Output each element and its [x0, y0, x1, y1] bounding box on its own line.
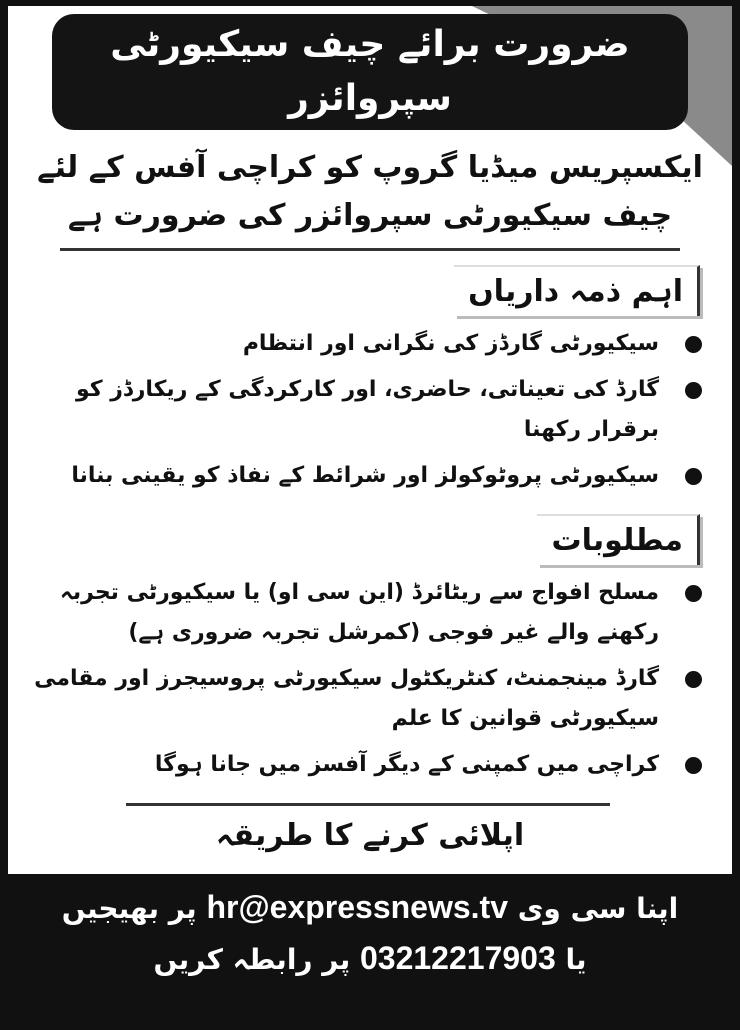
- intro-line-2: چیف سیکیورٹی سپروائزر کی ضرورت ہے: [67, 198, 673, 233]
- email-line: اپنا سی وی hr@expressnews.tv پر بھیجیں: [61, 889, 679, 925]
- responsibilities-list: [8, 324, 732, 496]
- list-item: سیکیورٹی پروٹوکولز اور شرائط کے نفاذ کو یقینی بنانا: [28, 456, 702, 496]
- bullet-icon: [685, 468, 702, 485]
- divider: [60, 248, 680, 251]
- phone-line: یا 03212217903 پر رابطہ کریں: [153, 940, 587, 977]
- intro-line-1: ایکسپریس میڈیا گروپ کو کراچی آفس کے لئے: [37, 150, 703, 185]
- list-item: مسلح افواج سے ریٹائرڈ (این سی او) یا سیکیورٹی تجربہ رکھنے والے غیر فوجی (کمرشل تجربہ ضروری ہے): [28, 573, 702, 653]
- ad-title: ضرورت برائے چیف سیکیورٹی سپروائزر: [52, 14, 688, 130]
- bullet-icon: [685, 336, 702, 353]
- bullet-icon: [685, 757, 702, 774]
- list-item: کراچی میں کمپنی کے دیگر آفسز میں جانا ہوگا: [28, 745, 702, 785]
- contact-footer: [0, 874, 740, 994]
- job-ad-page: [8, 6, 732, 874]
- list-item: سیکیورٹی گارڈز کی نگرانی اور انتظام: [28, 324, 702, 364]
- divider: [126, 803, 610, 806]
- bullet-icon: [685, 585, 702, 602]
- requirements-list: [8, 573, 732, 785]
- list-item: گارڈ کی تعیناتی، حاضری، اور کارکردگی کے ریکارڈز کو برقرار رکھنا: [28, 370, 702, 450]
- list-item: گارڈ مینجمنٹ، کنٹریکٹول سیکیورٹی پروسیجرز اور مقامی سیکیورٹی قوانین کا علم: [28, 659, 702, 739]
- email-link[interactable]: hr@expressnews.tv: [206, 889, 508, 925]
- bullet-icon: [685, 382, 702, 399]
- bullet-icon: [685, 671, 702, 688]
- phone-number[interactable]: 03212217903: [359, 940, 556, 977]
- apply-heading: اپلائی کرنے کا طریقہ: [215, 818, 525, 853]
- responsibilities-heading: اہم ذمہ داریاں: [454, 265, 700, 316]
- requirements-heading: مطلوبات: [537, 514, 700, 565]
